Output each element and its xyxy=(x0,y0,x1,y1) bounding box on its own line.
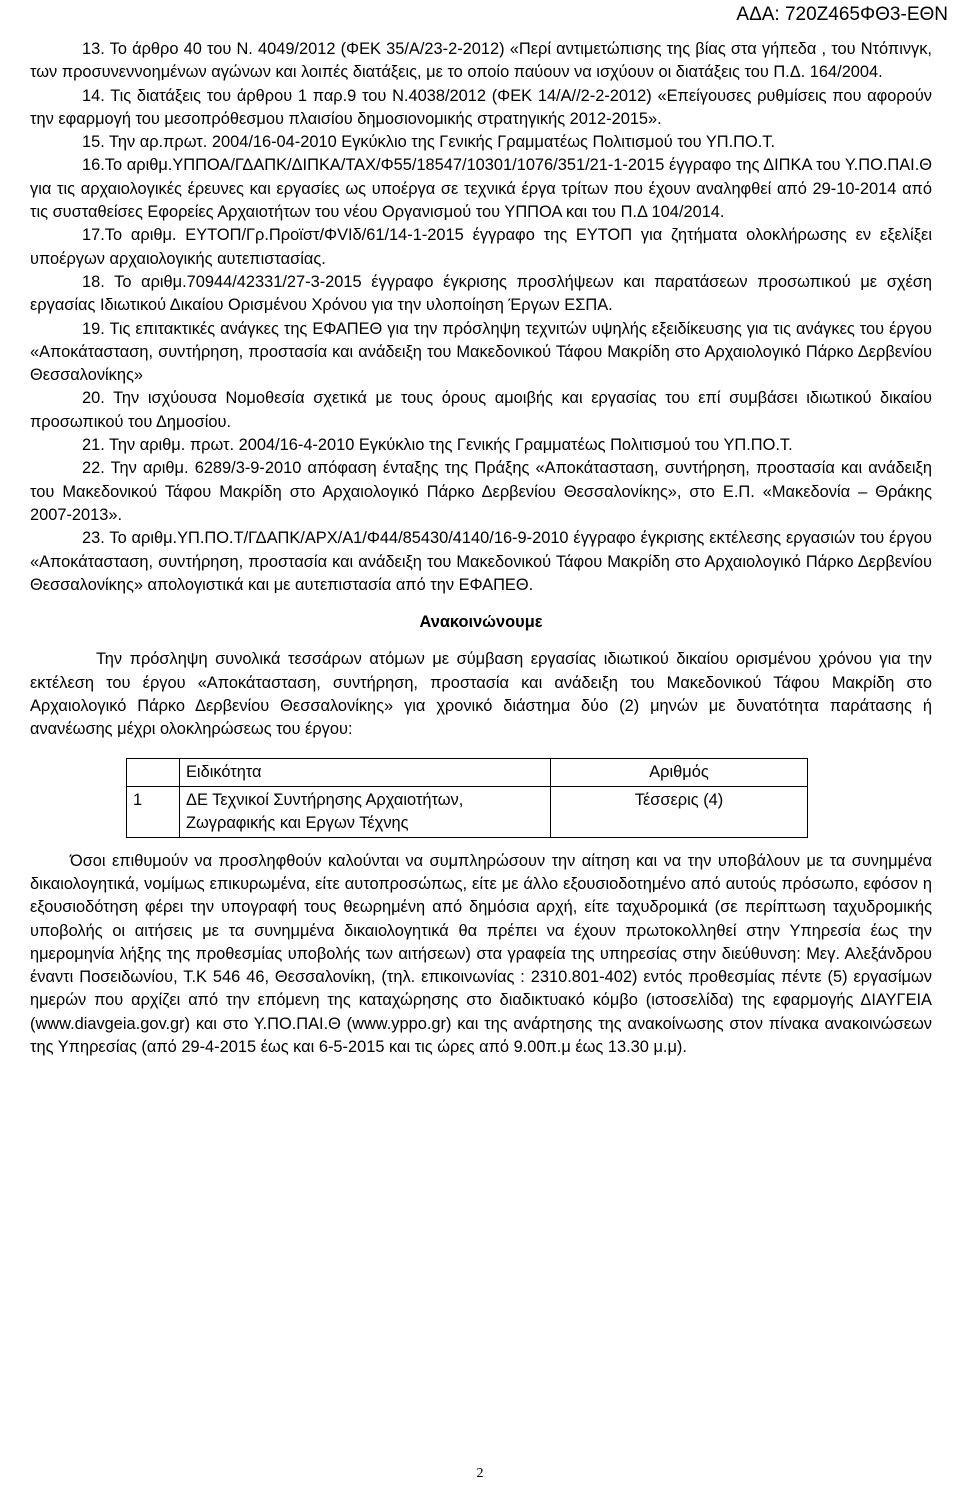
table-cell-count: Τέσσερις (4) xyxy=(551,786,808,837)
table-row xyxy=(127,786,808,837)
table-header-row xyxy=(127,758,808,786)
list-item-13: 13. Το άρθρο 40 του Ν. 4049/2012 (ΦΕΚ 35/Α/23-2-2012) «Περί αντιμετώπισης της βίας στα γήπεδα , του Ντόπινγκ, των προσυνεννοημένων αγώνων και λοιπές διατάξεις, με το οποίο παύουν να ισχύουν οι διατάξεις του Π.Δ. 164/2004. xyxy=(30,40,932,82)
specialty-line-1: ΔΕ Τεχνικοί Συντήρησης Αρχαιοτήτων, xyxy=(186,790,464,809)
table-header-count: Αριθμός xyxy=(551,758,808,786)
table-cell-num: 1 xyxy=(127,786,180,837)
list-item-22: 22. Την αριθμ. 6289/3-9-2010 απόφαση ένταξης της Πράξης «Αποκάτασταση, συντήρηση, προστασία και ανάδειξη του Μακεδονικού Τάφου Μακρίδη στο Αρχαιολογικό Πάρκο Δερβενίου Θεσσαλονίκης», στο Ε.Π. «Μακεδονία – Θράκης 2007-2013». xyxy=(30,459,932,524)
list-item-14: 14. Τις διατάξεις του άρθρου 1 παρ.9 του Ν.4038/2012 (ΦΕΚ 14/Α//2-2-2012) «Επείγουσες ρυθμίσεις που αφορούν την εφαρμογή του μεσοπρόθεσμου πλαισίου δημοσιονομικής στρατηγικής 2012-2015». xyxy=(30,86,932,128)
table-cell-specialty xyxy=(180,786,551,837)
table-header-specialty: Ειδικότητα xyxy=(180,758,551,786)
section-title: Ανακοινώνουμε xyxy=(419,613,543,632)
intro-paragraph: Την πρόσληψη συνολικά τεσσάρων ατόμων με σύμβαση εργασίας ιδιωτικού δικαίου ορισμένου χρόνου για την εκτέλεση του έργου «Αποκάτασταση, συντήρηση, προστασία και ανάδειξη του Μακεδονικού Τάφου Μακρίδη στο Αρχαιολογικό Πάρκο Δερβενίου Θεσσαλονίκης» για χρονικό διάστημα δύο (2) μηνών με δυνατότητα παράτασης ή ανανέωσης μέχρι ολοκληρώσεως του έργου: xyxy=(30,650,932,739)
ada-code: ΑΔΑ: 720Ζ465ΦΘ3-ΕΘΝ xyxy=(736,4,948,25)
document-body xyxy=(30,38,932,1059)
table-header-num xyxy=(127,758,180,786)
list-item-19: 19. Τις επιτακτικές ανάγκες της ΕΦΑΠΕΘ για την πρόσληψη τεχνιτών υψηλής εξειδίκευσης για τις ανάγκες του έργου «Αποκάτασταση, συντήρηση, προστασία και ανάδειξη του Μακεδονικού Τάφου Μακρίδη στο Αρχαιολογικό Πάρκο Δερβενίου Θεσσαλονίκης» xyxy=(30,319,932,385)
positions-table xyxy=(126,758,808,838)
list-item-17: 17.Το αριθμ. ΕΥΤΟΠ/Γρ.Προϊστ/ΦVIδ/61/14-1-2015 έγγραφο της ΕΥΤΟΠ για ζητήματα ολοκλήρωσης εν εξελίξει υποέργων αρχαιολογικής αυτεπιστασίας. xyxy=(30,226,932,268)
specialty-line-2: Ζωγραφικής και Εργων Τέχνης xyxy=(186,813,409,832)
list-item-16: 16.Το αριθμ.ΥΠΠΟΑ/ΓΔΑΠΚ/ΔΙΠΚΑ/ΤΑΧ/Φ55/18547/10301/1076/351/21-1-2015 έγγραφο της ΔΙΠΚΑ του Υ.ΠΟ.ΠΑΙ.Θ για τις αρχαιολογικές έρευνες και εργασίες ως υποέργα σε τεχνικά έργα τρίτων που έχουν αναληφθεί από 29-10-2014 από τις συσταθείσες Εφορείες Αρχαιοτήτων του νέου Οργανισμού του ΥΠΠΟΑ και του Π.Δ 104/2014. xyxy=(30,156,932,222)
page-number: 2 xyxy=(476,1466,484,1481)
list-item-18: 18. Το αριθμ.70944/42331/27-3-2015 έγγραφο έγκρισης προσλήψεων και παρατάσεων προσωπικού με σχέση εργασίας Ιδιωτικού Δικαίου Ορισμένου Χρόνου για την υλοποίηση Έργων ΕΣΠΑ. xyxy=(30,272,932,315)
list-item-15: 15. Την αρ.πρωτ. 2004/16-04-2010 Εγκύκλιο της Γενικής Γραμματέως Πολιτισμού του ΥΠ.ΠΟ.Τ. xyxy=(82,133,776,152)
list-item-20: 20. Την ισχύουσα Νομοθεσία σχετικά με τους όρους αμοιβής και εργασίας του επί συμβάσει ιδιωτικού δικαίου προσωπικού του Δημοσίου. xyxy=(30,389,932,431)
closing-paragraph: Όσοι επιθυμούν να προσληφθούν καλούνται να συμπληρώσουν την αίτηση και να την υποβάλουν με τα συνημμένα δικαιολογητικά, νομίμως επικυρωμένα, είτε αυτοπροσώπως, είτε με άλλο εξουσιοδοτημένο από αυτούς πρόσωπο, εφόσον η εξουσιοδότηση φέρει την υπογραφή τους θεωρημένη από δημόσια αρχή, είτε ταχυδρομικά (σε περίπτωση ταχυδρομικής υποβολής οι αιτήσεις με τα συνημμένα δικαιολογητικά θα πρέπει να έχουν πρωτοκολληθεί στην Υπηρεσία έως την ημερομηνία λήξης της προθεσμίας υποβολής των αιτήσεων) στα γραφεία της υπηρεσίας στην διεύθυνση: Μεγ. Αλεξάνδρου έναντι Ποσειδωνίου, Τ.Κ 546 46, Θεσσαλονίκη, (τηλ. επικοινωνίας : 2310.801-402) εντός προθεσμίας πέντε (5) εργασίμων ημερών που αρχίζει από την επόμενη της καταχώρησης στο διαδικτυακό κόμβο (ιστοσελίδα) της εφαρμογής ΔΙΑΥΓΕΙΑ (www.diavgeia.gov.gr) και στο Υ.ΠΟ.ΠΑΙ.Θ (www.yppo.gr) και της ανάρτησης της ανακοίνωσης στον πίνακα ανακοινώσεων της Υπηρεσίας (από 29-4-2015 έως και 6-5-2015 και τις ώρες από 9.00π.μ έως 13.30 μ.μ). xyxy=(30,851,932,1056)
list-item-23: 23. Το αριθμ.ΥΠ.ΠΟ.Τ/ΓΔΑΠΚ/ΑΡΧ/Α1/Φ44/85430/4140/16-9-2010 έγγραφο έγκρισης εκτέλεσης εργασιών του έργου «Αποκάτασταση, συντήρηση, προστασία και ανάδειξη του Μακεδονικού Τάφου Μακρίδη στο Αρχαιολογικό Πάρκο Δερβενίου Θεσσαλονίκης» απολογιστικά και με αυτεπιστασία από την ΕΦΑΠΕΘ. xyxy=(30,529,932,594)
list-item-21: 21. Την αριθμ. πρωτ. 2004/16-4-2010 Εγκύκλιο της Γενικής Γραμματέως Πολιτισμού του ΥΠ.ΠΟ.Τ. xyxy=(82,436,793,455)
